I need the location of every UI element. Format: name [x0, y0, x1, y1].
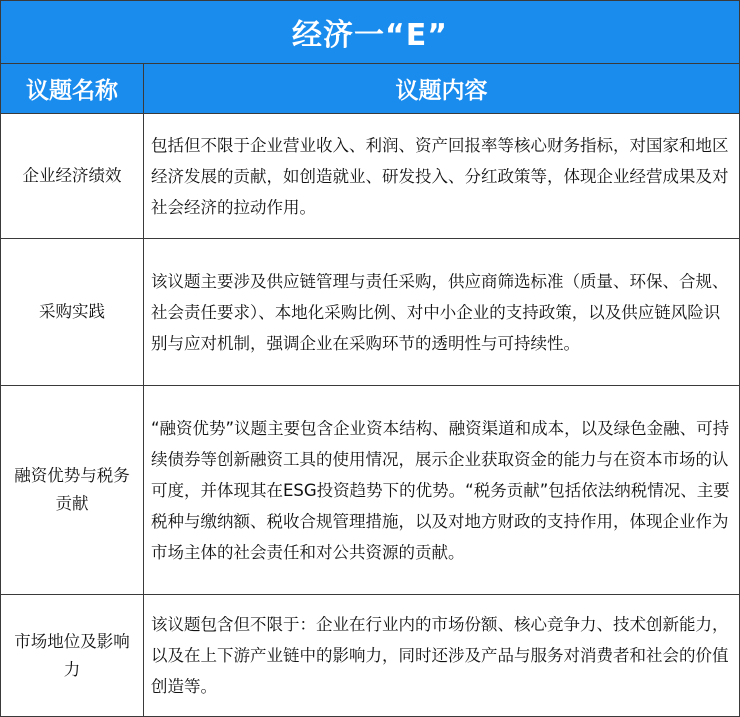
issue-content: 该议题包含但不限于：企业在行业内的市场份额、核心竞争力、技术创新能力，以及在上下游产业链中的影响力，同时还涉及产品与服务对消费者和社会的价值创造等。 [151, 615, 729, 697]
header-issue-content: 议题内容 [395, 77, 488, 104]
header-issue-name: 议题名称 [1, 64, 144, 113]
issue-name: 市场地位及影响力 [14, 631, 130, 679]
issue-content: “融资优势”议题主要包含企业资本结构、融资渠道和成本，以及绿色金融、可持续债券等创新融资工具的使用情况，展示企业获取资金的能力与在资本市场的认可度，并体现其在ESG投资趋势下的优势。“税务贡献”包括依法纳税情况、主要税种与缴纳额、税收合规管理措施，以及对地方财政的支持作用，体现企业作为市场主体的社会责任和对公共资源的贡献。 [151, 418, 730, 562]
issue-content-cell [144, 595, 739, 716]
issue-content-cell [144, 239, 739, 385]
table-header-row [1, 64, 739, 114]
issue-content-cell [144, 386, 739, 594]
issue-content: 该议题主要涉及供应链管理与责任采购，供应商筛选标准（质量、环保、合规、社会责任要求）、本地化采购比例、对中小企业的支持政策，以及供应链风险识别与应对机制，强调企业在采购环节的透明性与可持续性。 [151, 271, 729, 353]
table-row [1, 239, 739, 386]
issue-name-cell [1, 114, 144, 239]
issue-name: 企业经济绩效 [22, 166, 122, 186]
issue-name-cell [1, 239, 144, 385]
table-row [1, 595, 739, 716]
table-title: 经济一“E” [1, 1, 739, 64]
table-row [1, 114, 739, 240]
table-row [1, 386, 739, 595]
issue-name: 采购实践 [39, 302, 105, 322]
issue-content-cell [144, 114, 739, 239]
issue-name-cell [1, 386, 144, 594]
issue-name-cell [1, 595, 144, 716]
issue-content: 包括但不限于企业营业收入、利润、资产回报率等核心财务指标，对国家和地区经济发展的贡献，如创造就业、研发投入、分红政策等，体现企业经营成果及对社会经济的拉动作用。 [151, 135, 729, 217]
issue-name: 融资优势与税务贡献 [14, 466, 130, 514]
